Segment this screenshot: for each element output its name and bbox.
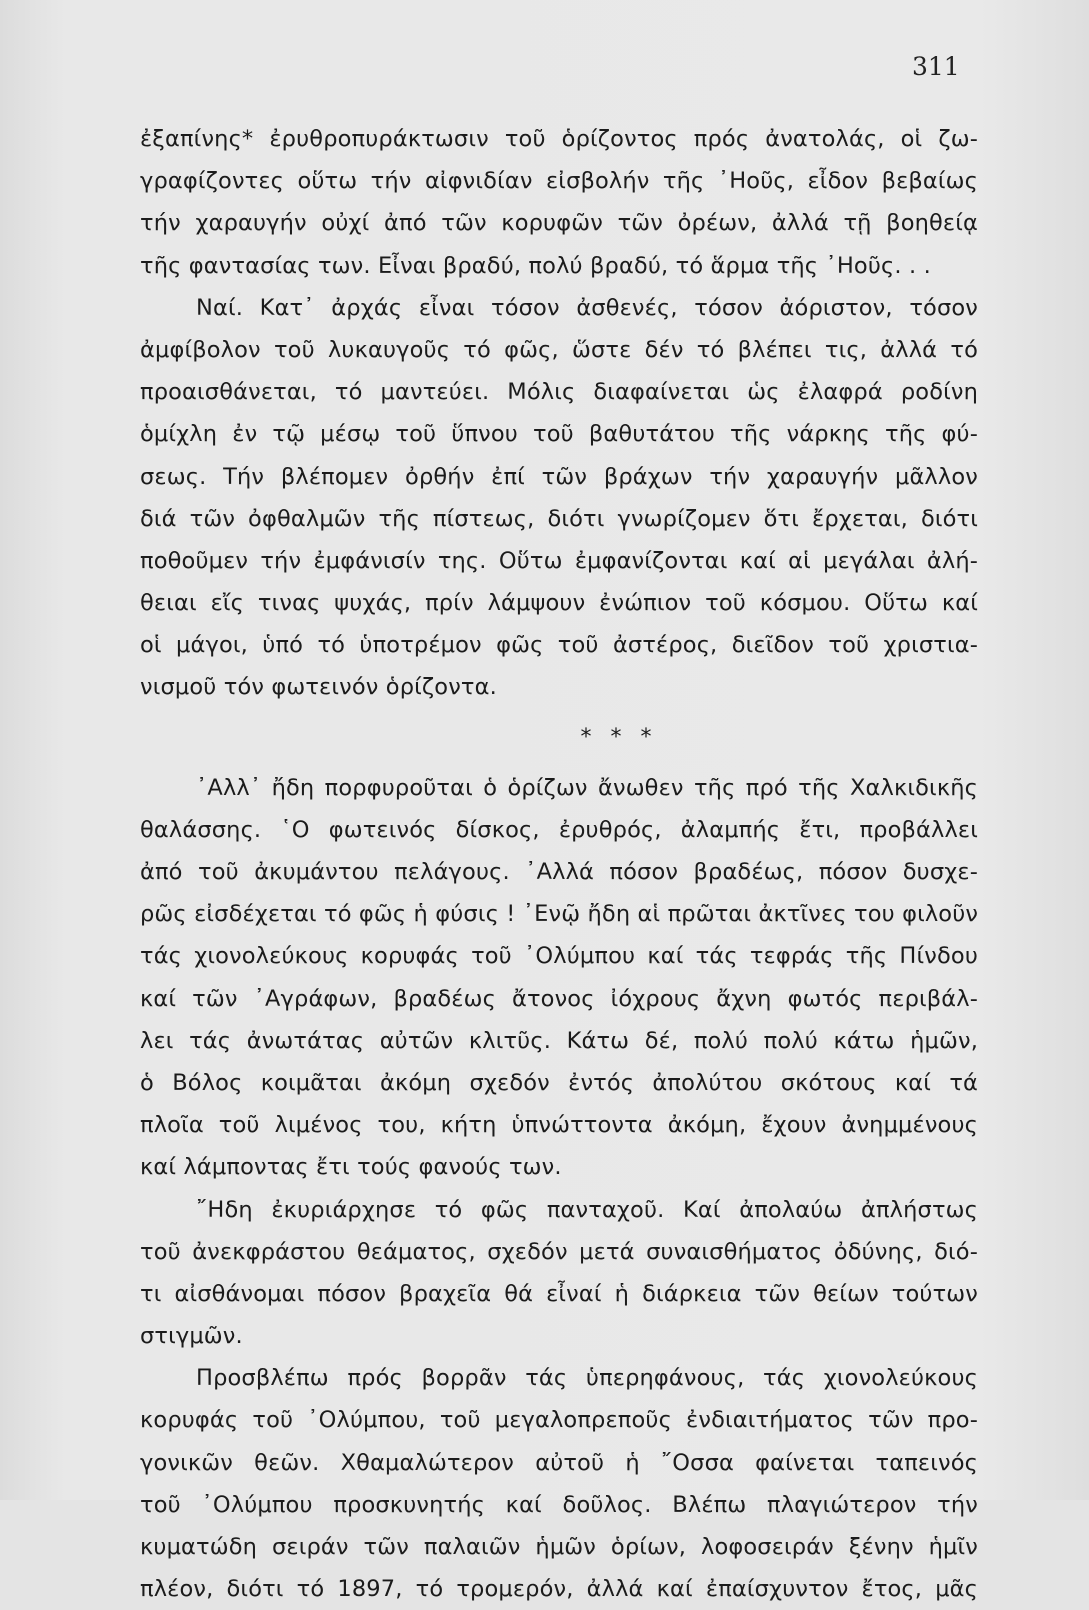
text-line: ἐξαπίνης* ἐρυθροπυράκτωσιν τοῦ ὁρίζοντος πρός ἀνατολάς, οἱ ζω- [140, 126, 978, 152]
text-line: κορυφάς τοῦ ᾿Ολύμπου, τοῦ μεγαλοπρεποῦς ἐνδιαιτήματος τῶν προ- [140, 1407, 978, 1434]
text-line: ποθοῦμεν τήν ἐμφάνισίν της. Οὕτω ἐμφανίζονται καί αἱ μεγάλαι ἀλή- [140, 547, 978, 574]
text-line: ἀπό τοῦ ἀκυμάντου πελάγους. ᾿Αλλά πόσον βραδέως, πόσον δυσχε- [140, 859, 978, 885]
text-line: νισμοῦ τόν φωτεινόν ὁρίζοντα. [140, 674, 497, 701]
text-line: θειαι εἴς τινας ψυχάς, πρίν λάμψουν ἐνώπιον τοῦ κόσμου. Οὕτω καί [140, 590, 978, 617]
text-line: Προσβλέπω πρός βορρᾶν τάς ὑπερηφάνους, τάς χιονολεύκους [196, 1365, 978, 1392]
text-line: τοῦ ἀνεκφράστου θεάματος, σχεδόν μετά συναισθήματος ὀδύνης, διό- [140, 1238, 978, 1265]
text-line: τῆς φαντασίας των. Εἶναι βραδύ, πολύ βραδύ, τό ἅρμα τῆς ᾿Ηοῦς. . . [140, 252, 931, 279]
text-line: γραφίζοντες οὕτω τήν αἰφνιδίαν εἰσβολήν τῆς ᾿Ηοῦς, εἶδον βεβαίως [140, 168, 978, 195]
text-line: ἀμφίβολον τοῦ λυκαυγοῦς τό φῶς, ὥστε δέν τό βλέπει τις, ἀλλά τό [140, 336, 978, 363]
text-line: διά τῶν ὀφθαλμῶν τῆς πίστεως, διότι γνωρίζομεν ὅτι ἔρχεται, διότι [140, 505, 978, 532]
text-line: ὁμίχλη ἐν τῷ μέσῳ τοῦ ὕπνου τοῦ βαθυτάτου τῆς νάρκης τῆς φύ- [140, 421, 978, 448]
text-line: θαλάσσης. ῾Ο φωτεινός δίσκος, ἐρυθρός, ἀλαμπής ἔτι, προβάλλει [140, 816, 978, 843]
text-line: λει τάς ἀνωτάτας αὐτῶν κλιτῦς. Κάτω δέ, πολύ πολύ κάτω ἡμῶν, [140, 1027, 978, 1054]
text-line: τήν χαραυγήν οὐχί ἀπό τῶν κορυφῶν τῶν ὀρέων, ἀλλά τῇ βοηθείᾳ [140, 210, 978, 237]
text-line: πλοῖα τοῦ λιμένος του, κήτη ὑπνώττοντα ἀκόμη, ἔχουν ἀνημμένους [140, 1112, 978, 1139]
text-line: τάς χιονολεύκους κορυφάς τοῦ ᾿Ολύμπου καί τάς τεφράς τῆς Πίνδου [140, 943, 978, 970]
text-line: ῎Ηδη ἐκυριάρχησε τό φῶς πανταχοῦ. Καί ἀπολαύω ἀπλήστως [196, 1196, 978, 1223]
section-separator: * * * [580, 724, 658, 750]
text-line: ρῶς εἰσδέχεται τό φῶς ἡ φύσις ! ᾿Ενῷ ἤδη αἱ πρῶται ἀκτῖνες του φιλοῦν [140, 901, 979, 928]
text-line: Ναί. Κατ᾿ ἀρχάς εἶναι τόσον ἀσθενές, τόσον ἀόριστον, τόσον [196, 294, 978, 321]
text-line: πλέον, διότι τό 1897, τό τρομερόν, ἀλλά καί ἐπαίσχυντον ἔτος, μᾶς [140, 1576, 978, 1603]
text-line: κυματώδη σειράν τῶν παλαιῶν ἡμῶν ὁρίων, λοφοσειράν ξένην ἡμῖν [140, 1534, 978, 1560]
text-line: καί λάμποντας ἔτι τούς φανούς των. [140, 1154, 562, 1181]
text-line: ᾿Αλλ᾿ ἤδη πορφυροῦται ὁ ὁρίζων ἄνωθεν τῆς πρό τῆς Χαλκιδικῆς [196, 774, 978, 801]
text-line: οἱ μάγοι, ὑπό τό ὑποτρέμον φῶς τοῦ ἀστέρος, διεῖδον τοῦ χριστια- [140, 632, 978, 659]
text-line: ὁ Βόλος κοιμᾶται ἀκόμη σχεδόν ἐντός ἀπολύτου σκότους καί τά [140, 1069, 978, 1096]
body-text [140, 118, 978, 1610]
text-line: καί τῶν ᾿Αγράφων, βραδέως ἄτονος ἰόχρους ἄχνη φωτός περιβάλ- [140, 985, 978, 1012]
text-line: τοῦ ᾿Ολύμπου προσκυνητής καί δοῦλος. Βλέπω πλαγιώτερον τήν [140, 1491, 978, 1518]
text-line: γονικῶν θεῶν. Χθαμαλώτερον αὐτοῦ ἡ ῎Οσσα φαίνεται ταπεινός [140, 1449, 978, 1476]
text-line: σεως. Τήν βλέπομεν ὀρθήν ἐπί τῶν βράχων τήν χαραυγήν μᾶλλον [140, 463, 978, 490]
text-line: προαισθάνεται, τό μαντεύει. Μόλις διαφαίνεται ὡς ἐλαφρά ροδίνη [140, 379, 978, 406]
page-number: 311 [912, 52, 960, 81]
text-line: στιγμῶν. [140, 1323, 243, 1350]
text-line: τι αἰσθάνομαι πόσον βραχεῖα θά εἶναί ἡ διάρκεια τῶν θείων τούτων [140, 1280, 978, 1307]
